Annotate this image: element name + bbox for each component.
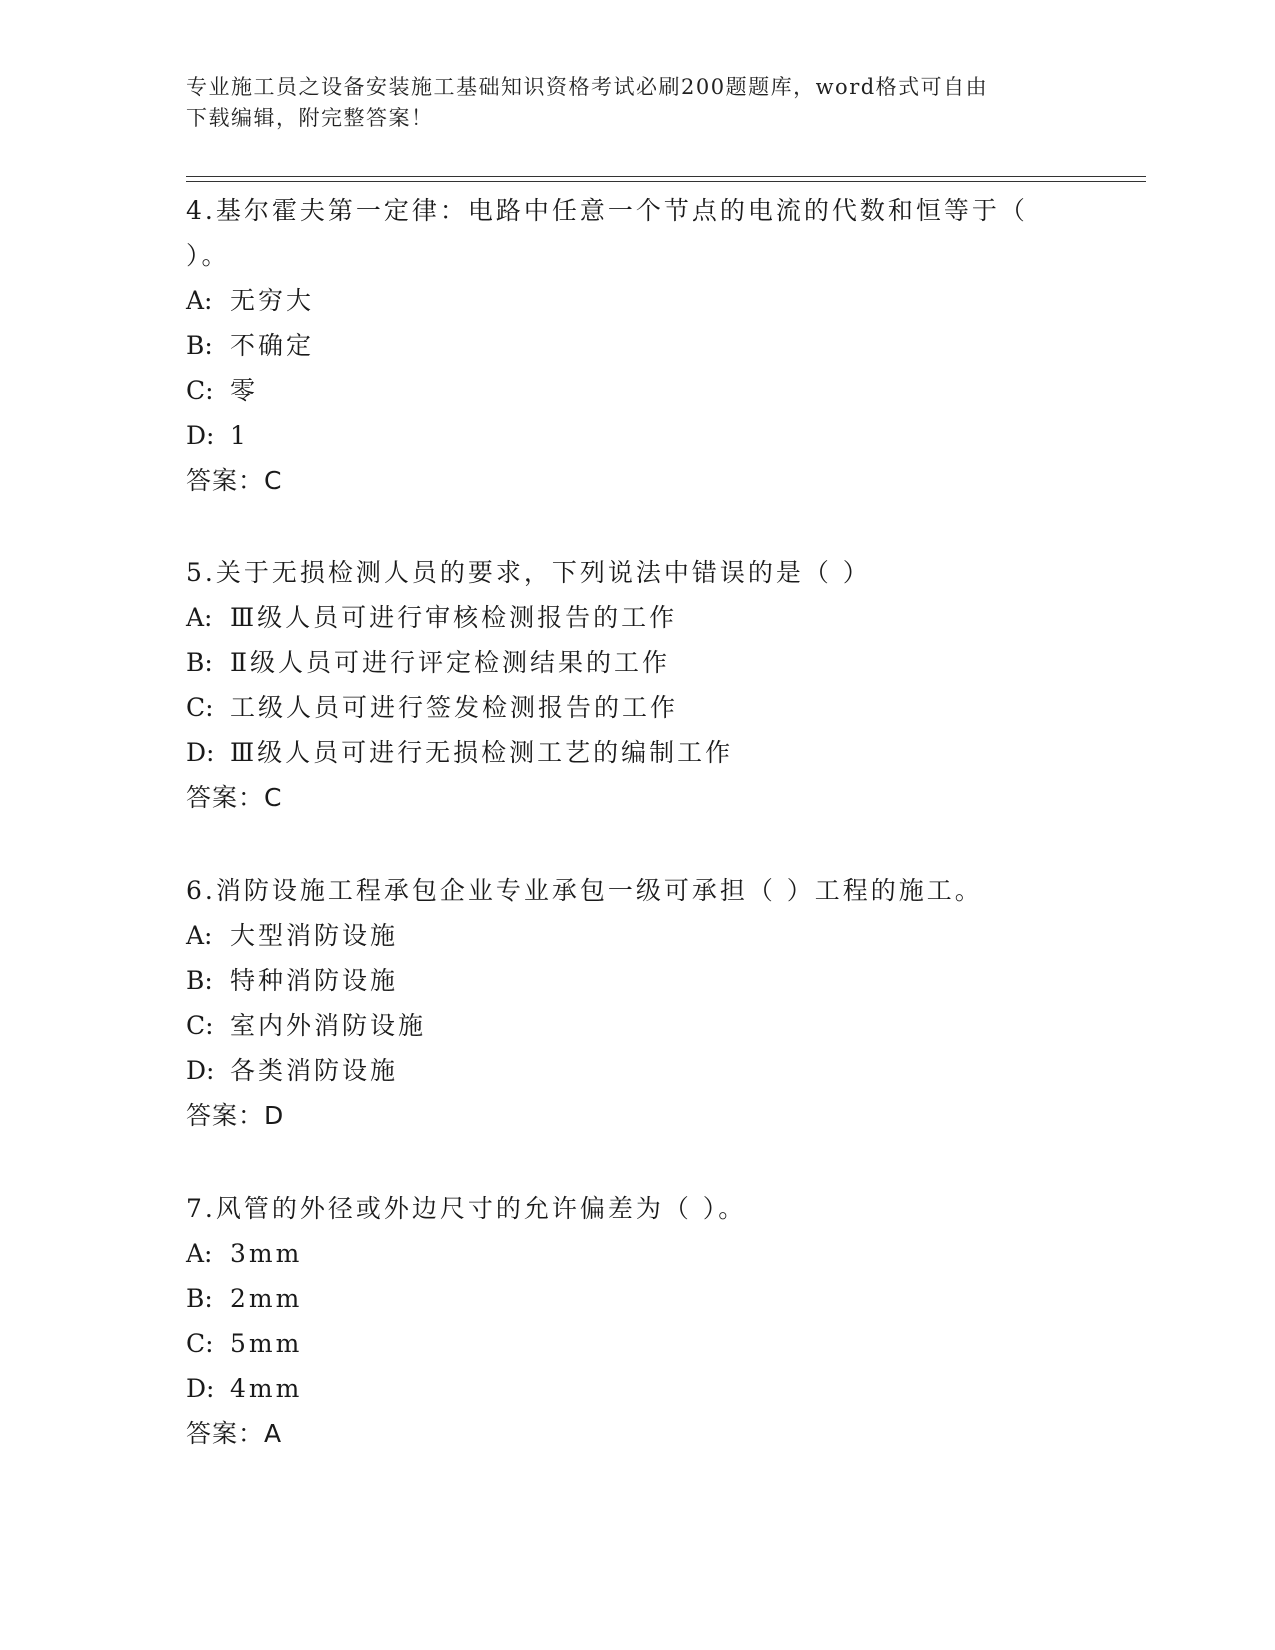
answer: 答案：C <box>186 466 283 495</box>
option-text: Ⅲ级人员可进行无损检测工艺的编制工作 <box>230 738 734 767</box>
option-a <box>186 278 1066 323</box>
answer: 答案：D <box>186 1101 285 1130</box>
option-letter: A: <box>186 603 213 632</box>
option-letter: D: <box>186 738 215 767</box>
option-d <box>186 1366 1066 1411</box>
option-text: 2mm <box>230 1284 303 1313</box>
header-line-2: 下载编辑，附完整答案！ <box>186 106 434 130</box>
option-b <box>186 640 1066 685</box>
option-letter: B: <box>186 331 213 360</box>
header-divider-bottom <box>186 181 1146 182</box>
option-letter: A: <box>186 286 213 315</box>
option-letter: D: <box>186 1056 215 1085</box>
option-letter: D: <box>186 1374 215 1403</box>
option-c <box>186 368 1066 413</box>
option-d <box>186 730 1066 775</box>
question-4 <box>186 188 1066 503</box>
question-6 <box>186 868 1066 1138</box>
option-text: 4mm <box>230 1374 303 1403</box>
option-text: 无穷大 <box>230 286 315 315</box>
option-text: 零 <box>230 376 259 405</box>
option-letter: A: <box>186 1239 213 1268</box>
option-text: Ⅲ级人员可进行审核检测报告的工作 <box>230 603 678 632</box>
option-text: 1 <box>230 421 249 450</box>
answer: 答案：C <box>186 783 283 812</box>
option-c <box>186 685 1066 730</box>
option-text: 工级人员可进行签发检测报告的工作 <box>230 693 679 722</box>
option-letter: C: <box>186 693 214 722</box>
option-letter: C: <box>186 1329 214 1358</box>
question-stem: 4.基尔霍夫第一定律：电路中任意一个节点的电流的代数和恒等于（ <box>186 196 1028 225</box>
option-text: 室内外消防设施 <box>230 1011 427 1040</box>
option-letter: D: <box>186 421 215 450</box>
document-header <box>186 72 1066 134</box>
option-a <box>186 913 1066 958</box>
option-text: 3mm <box>230 1239 303 1268</box>
option-c <box>186 1321 1066 1366</box>
option-letter: B: <box>186 1284 213 1313</box>
option-d <box>186 413 1066 458</box>
option-text: 不确定 <box>230 331 315 360</box>
option-b <box>186 958 1066 1003</box>
question-7 <box>186 1186 1066 1456</box>
question-5 <box>186 550 1066 820</box>
option-a <box>186 595 1066 640</box>
option-d <box>186 1048 1066 1093</box>
header-divider-top <box>186 176 1146 177</box>
option-b <box>186 323 1066 368</box>
option-c <box>186 1003 1066 1048</box>
option-letter: C: <box>186 1011 214 1040</box>
option-letter: A: <box>186 921 213 950</box>
answer: 答案：A <box>186 1419 283 1448</box>
question-stem: 7.风管的外径或外边尺寸的允许偏差为（ ）。 <box>186 1194 747 1223</box>
option-text: Ⅱ级人员可进行评定检测结果的工作 <box>230 648 670 677</box>
option-letter: C: <box>186 376 214 405</box>
question-stem-continued: ）。 <box>186 241 230 270</box>
option-b <box>186 1276 1066 1321</box>
option-letter: B: <box>186 966 213 995</box>
option-text: 5mm <box>230 1329 303 1358</box>
header-line-1: 专业施工员之设备安装施工基础知识资格考试必刷200题题库，word格式可自由 <box>186 75 989 99</box>
option-a <box>186 1231 1066 1276</box>
question-stem: 5.关于无损检测人员的要求，下列说法中错误的是（ ） <box>186 558 871 587</box>
question-stem: 6.消防设施工程承包企业专业承包一级可承担（ ）工程的施工。 <box>186 876 983 905</box>
option-text: 各类消防设施 <box>230 1056 399 1085</box>
option-text: 特种消防设施 <box>230 966 399 995</box>
option-text: 大型消防设施 <box>230 921 399 950</box>
option-letter: B: <box>186 648 213 677</box>
